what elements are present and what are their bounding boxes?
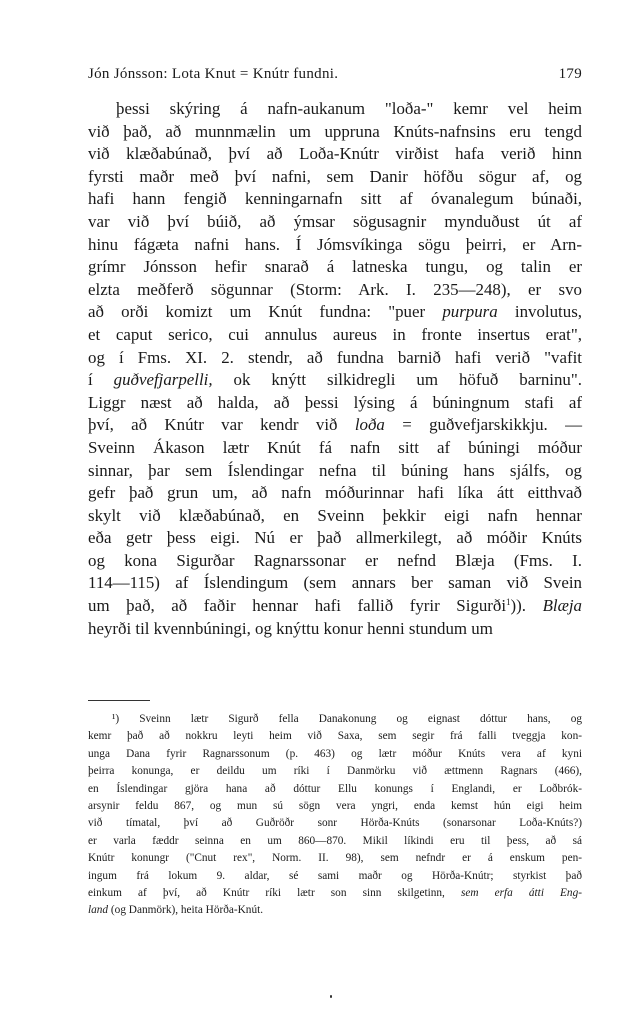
footnote-line: þeirra konunga, er deildu um ríki í Danmörku við ættmenn Ragnars (466), — [88, 765, 582, 778]
text-segment: því, að Knútr var kendr við — [88, 415, 355, 435]
text-line: var við því búið, að ýmsar sögusagnir mynduðust út af — [88, 211, 582, 231]
text-line — [88, 414, 582, 437]
running-title: Jón Jónsson: Lota Knut = Knútr fundni. — [88, 66, 339, 82]
text-line: og í Fms. XI. 2. stendr, að fundna barnið hafi verið "vafit — [88, 347, 582, 367]
footnote-separator — [88, 700, 150, 701]
text-segment: einkum af því, að Knútr ríki lætr son sinn skilgetinn, — [88, 886, 461, 899]
ink-speck — [330, 995, 332, 998]
italic-term: sem erfa átti Eng- — [460, 886, 582, 899]
text-line: við það, að munnmælin um uppruna Knúts-nafnsins eru tengd — [88, 121, 582, 141]
text-line: hafi hann fengið kenningarnafn sitt af óvanalegum búnaði, — [88, 189, 582, 209]
text-segment: involutus, — [497, 302, 582, 322]
text-line: heyrði til kvennbúningi, og knýttu konur henni stundum um — [88, 618, 493, 638]
text-line: við klæðabúnað, því að Loða-Knútr virðist hafa verið hinn — [88, 144, 582, 164]
footnote-line — [88, 902, 582, 919]
footnote-line: Knútr konungr ("Cnut rex", Norm. II. 98), sem nefndr er á enskum pen- — [88, 852, 582, 865]
footnote-line: ¹) Sveinn lætr Sigurð fella Danakonung og eignast dóttur hans, og — [112, 713, 582, 725]
text-segment: að orði komizt um Knút fundna: "puer — [88, 302, 443, 322]
text-line — [88, 301, 582, 324]
footnote-line: unga Dana fyrir Ragnarssonum (p. 463) og lætr móður Knúts vera af kyni — [88, 747, 582, 760]
text-segment: um það, að faðir hennar hafi fallið fyrir Sigurði — [88, 596, 507, 616]
footnote-line: við tímatal, því að Guðröðr sonr Hörða-Knúts (sonarsonar Loða-Knúts?) — [88, 817, 582, 830]
text-line: et caput serico, cui annulus aureus in fronte insertus erat", — [88, 324, 582, 344]
footnote-marker: 1 — [506, 597, 511, 608]
page-number: 179 — [558, 66, 582, 82]
text-line: skylt við klæðabúnað, en Sveinn þekkir eigi nafn hennar — [88, 505, 582, 525]
text-line: grímr Jónsson hefir snarað á latneska tungu, og talin er — [88, 257, 582, 277]
running-header — [88, 66, 582, 88]
footnote-line — [88, 885, 582, 902]
italic-term: guðvefjarpelli, — [113, 370, 213, 390]
footnote — [88, 711, 582, 920]
footnote-line: ingum frá lokum 9. aldar, sé sami maðr og Hörða-Knútr; styrkist það — [88, 869, 582, 882]
footnote-line: er varla fæddr seinna en um 860—870. Mikil líkindi eru til þess, að sá — [88, 834, 582, 847]
footnote-line: arsynir feldu 867, og mun sú sögn vera yngri, enda kemst hún eigi heim — [88, 799, 582, 812]
text-line: þessi skýring á nafn-aukanum "loða-" kemr vel heim — [116, 99, 582, 118]
footnote-line: en Íslendingar gjöra hana að dóttur Ellu konungs í Englandi, er Loðbrók- — [88, 782, 582, 795]
text-line — [88, 595, 582, 618]
main-text — [88, 98, 582, 640]
text-line: 114—115) af Íslendingum (sem annars ber saman við Svein — [88, 573, 582, 593]
italic-term: land — [88, 904, 109, 917]
text-segment: )). — [510, 596, 543, 616]
text-line — [88, 369, 582, 392]
italic-term: Blæja — [542, 596, 582, 616]
text-segment: ok knýtt silkidregli um höfuð barninu". — [212, 370, 582, 390]
text-segment: í — [88, 370, 114, 390]
text-line: sinnar, þar sem Íslendingar nefna til búning hans sjálfs, og — [88, 460, 582, 480]
text-line: og kona Sigurðar Ragnarssonar er nefnd Blæja (Fms. I. — [88, 550, 582, 570]
text-line: Sveinn Ákason lætr Knút fá nafn sitt af búningi móður — [88, 437, 582, 457]
text-segment: (og Danmörk), heita Hörða-Knút. — [110, 904, 264, 917]
text-line: hinu fágæta nafni hans. Í Jómsvíkinga sögu þeirri, er Arn- — [88, 234, 582, 254]
text-line: gefr það grun um, að nafn móðurinnar hafi líka átt eitthvað — [88, 483, 582, 503]
text-line: Liggr næst að halda, að þessi lýsing á búningnum stafi af — [88, 392, 582, 412]
text-line: fyrsti maðr með því nafni, sem Danir höfðu sögur af, og — [88, 166, 582, 186]
text-line: eða getr þess eigi. Nú er það allmerkilegt, að móðir Knúts — [88, 528, 582, 548]
text-segment: = guðvefjarskikkju. — — [384, 415, 582, 435]
text-line: elzta meðferð sögunnar (Storm: Ark. I. 235—248), er svo — [88, 279, 582, 299]
italic-term: purpura — [442, 302, 498, 322]
italic-term: loða — [354, 415, 385, 435]
footnote-line: kemr það að nokkru leyti heim við Saxa, sem segir frá falli tveggja kon- — [88, 730, 582, 743]
